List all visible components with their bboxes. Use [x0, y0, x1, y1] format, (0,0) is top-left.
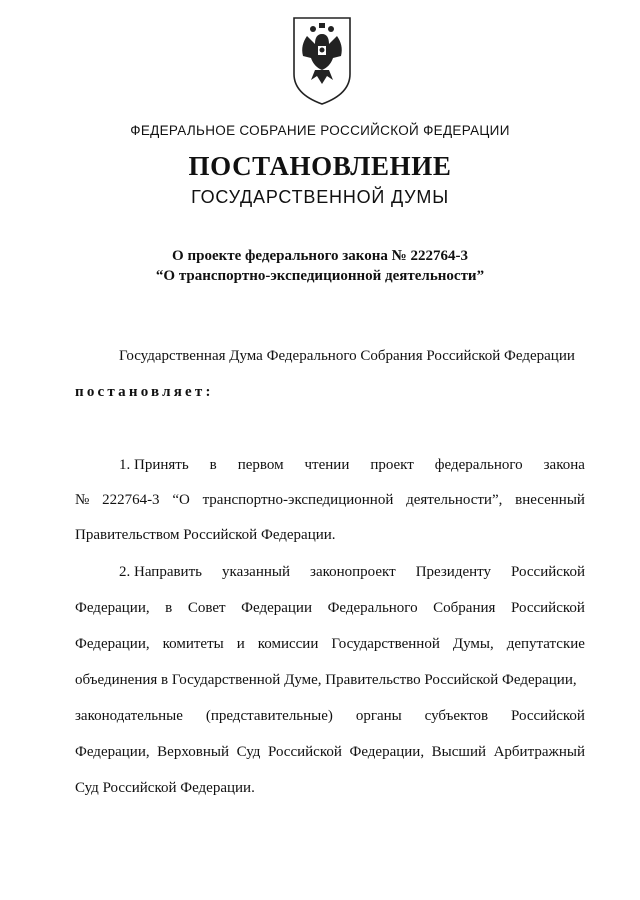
item-2-line-5: [75, 708, 585, 725]
word: Российской: [267, 744, 342, 760]
item-1-line-3: Правительством Российской Федерации.: [75, 527, 336, 543]
word: Думы,: [452, 636, 494, 652]
word: Собрания: [433, 600, 496, 616]
document-organization: ГОСУДАРСТВЕННОЙ ДУМЫ: [191, 187, 449, 207]
item-2-line-7: Суд Российской Федерации.: [75, 780, 255, 796]
resolution-body: [75, 0, 585, 900]
item-2-line-2: [75, 600, 585, 617]
word: законодательные: [75, 708, 183, 724]
word: закона: [543, 457, 585, 473]
word: транспортно-экспедиционной: [202, 492, 394, 508]
word: Федерации,: [75, 636, 150, 652]
word: внесенный: [515, 492, 585, 508]
word: депутатские: [506, 636, 585, 652]
assembly-name: ФЕДЕРАЛЬНОЕ СОБРАНИЕ РОССИЙСКОЙ ФЕДЕРАЦИИ: [130, 123, 510, 138]
word: №: [75, 492, 90, 508]
resolves-keyword: постановляет:: [75, 384, 214, 400]
item-2-line-3: [75, 636, 585, 653]
subject-line-2: “О транспортно-экспедиционной деятельности”: [155, 268, 485, 284]
item-2-line-4: объединения в Государственной Думе, Правительство Российской Федерации,: [75, 672, 577, 688]
word: Федерации,: [349, 744, 425, 760]
word: Федерации,: [75, 744, 150, 760]
item-2-line-1: [119, 564, 585, 581]
item-1-line-1: [119, 457, 585, 474]
word: Арбитражный: [493, 744, 585, 760]
word: чтении: [304, 457, 350, 473]
word: указанный: [222, 564, 290, 580]
word: и: [236, 636, 245, 652]
word: Федерального: [327, 600, 418, 616]
word: Совет: [187, 600, 226, 616]
word: первом: [237, 457, 284, 473]
word: комитеты: [162, 636, 224, 652]
word: Высший: [431, 744, 487, 760]
word: деятельности”,: [406, 492, 503, 508]
word: Российской: [511, 564, 585, 580]
word: 1. Принять: [119, 457, 189, 473]
subject-line-1: О проекте федерального закона № 222764-3: [172, 248, 468, 264]
word: (представительные): [205, 708, 333, 724]
word: комиссии: [257, 636, 319, 652]
word: законопроект: [310, 564, 396, 580]
word: федерального: [434, 457, 523, 473]
word: субъектов: [424, 708, 489, 724]
word: Федерации: [241, 600, 312, 616]
word: “О: [172, 492, 190, 508]
word: в: [165, 600, 173, 616]
word: Федерации,: [75, 600, 150, 616]
word: проект: [370, 457, 414, 473]
item-2-line-6: [75, 744, 585, 761]
item-1-line-2: [75, 492, 585, 509]
word: 2. Направить: [119, 564, 202, 580]
document-type: ПОСТАНОВЛЕНИЕ: [188, 151, 452, 181]
word: 222764-3: [102, 492, 160, 508]
word: Государственной: [331, 636, 440, 652]
word: Президенту: [415, 564, 492, 580]
word: Российской: [511, 600, 585, 616]
word: Суд: [236, 744, 261, 760]
intro-text: Государственная Дума Федерального Собрания Российской Федерации: [119, 348, 575, 364]
word: в: [209, 457, 217, 473]
word: органы: [355, 708, 402, 724]
word: Российской: [511, 708, 585, 724]
word: Верховный: [157, 744, 229, 760]
